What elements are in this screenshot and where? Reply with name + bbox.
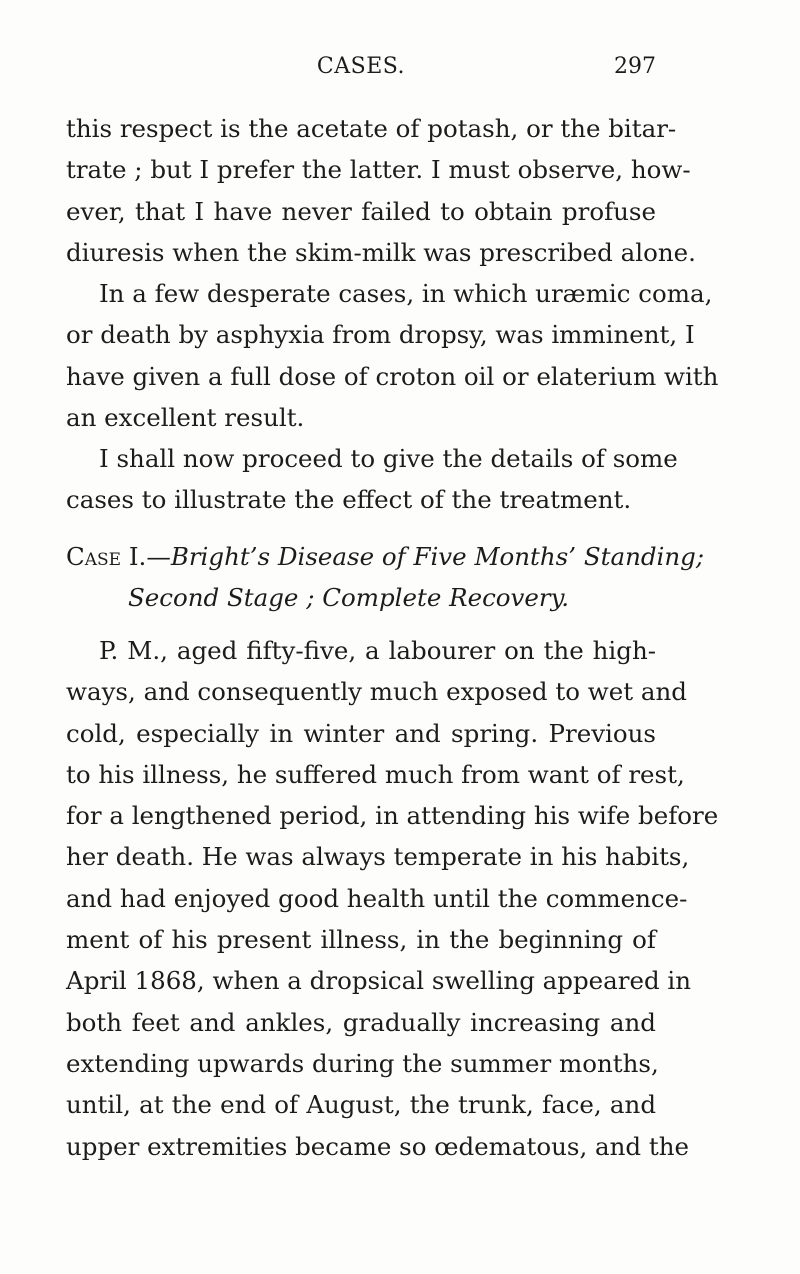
text-line: ever, that I have never failed to obtain profuse (66, 196, 656, 226)
case-heading (66, 536, 705, 618)
text-line: diuresis when the skim-milk was prescribed alone. (66, 237, 696, 267)
running-head (66, 54, 656, 84)
text-line: to his illness, he suffered much from want of rest, (66, 759, 685, 789)
text-line: and had enjoyed good health until the commence- (66, 883, 688, 913)
text-line: upper extremities became so œdematous, and the (66, 1131, 690, 1161)
paragraph-2 (66, 273, 719, 438)
paragraph-3 (66, 438, 678, 521)
text-line: have given a full dose of croton oil or elaterium with (66, 361, 719, 391)
text-line: both feet and ankles, gradually increasing and (66, 1007, 656, 1037)
text-line: P. M., aged fifty-five, a labourer on the high- (99, 636, 656, 665)
case-title: —Bright’s Disease of Five Months’ Standing; (146, 542, 705, 571)
case-label: Case I. (66, 542, 147, 571)
text-line: until, at the end of August, the trunk, face, and (66, 1090, 656, 1120)
text-line: an excellent result. (66, 402, 305, 432)
page-number: 297 (614, 54, 656, 79)
text-line: I shall now proceed to give the details of some (99, 444, 678, 473)
text-line: cases to illustrate the effect of the treatment. (66, 485, 632, 515)
text-line: her death. He was always temperate in his habits, (66, 842, 690, 872)
text-line: or death by asphyxia from dropsy, was imminent, I (66, 320, 695, 350)
text-line: extending upwards during the summer months, (66, 1048, 659, 1078)
paragraph-1 (66, 108, 696, 273)
text-line: ment of his present illness, in the beginning of (66, 925, 656, 955)
case-heading-line-2: Second Stage ; Complete Recovery. (128, 583, 569, 612)
text-line: this respect is the acetate of potash, or the bitar- (66, 114, 677, 143)
running-title: CASES. (316, 54, 406, 79)
text-line: for a lengthened period, in attending his wife before (66, 801, 719, 831)
case-heading-line-1 (66, 536, 705, 577)
text-line: trate ; but I prefer the latter. I must observe, how- (66, 155, 691, 185)
text-line: ways, and consequently much exposed to wet and (66, 677, 687, 707)
text-line: April 1868, when a dropsical swelling appeared in (66, 966, 692, 996)
text-line: In a few desperate cases, in which uræmic coma, (99, 279, 713, 308)
text-line: cold, especially in winter and spring. Previous (66, 718, 656, 748)
paragraph-4 (66, 630, 719, 1167)
